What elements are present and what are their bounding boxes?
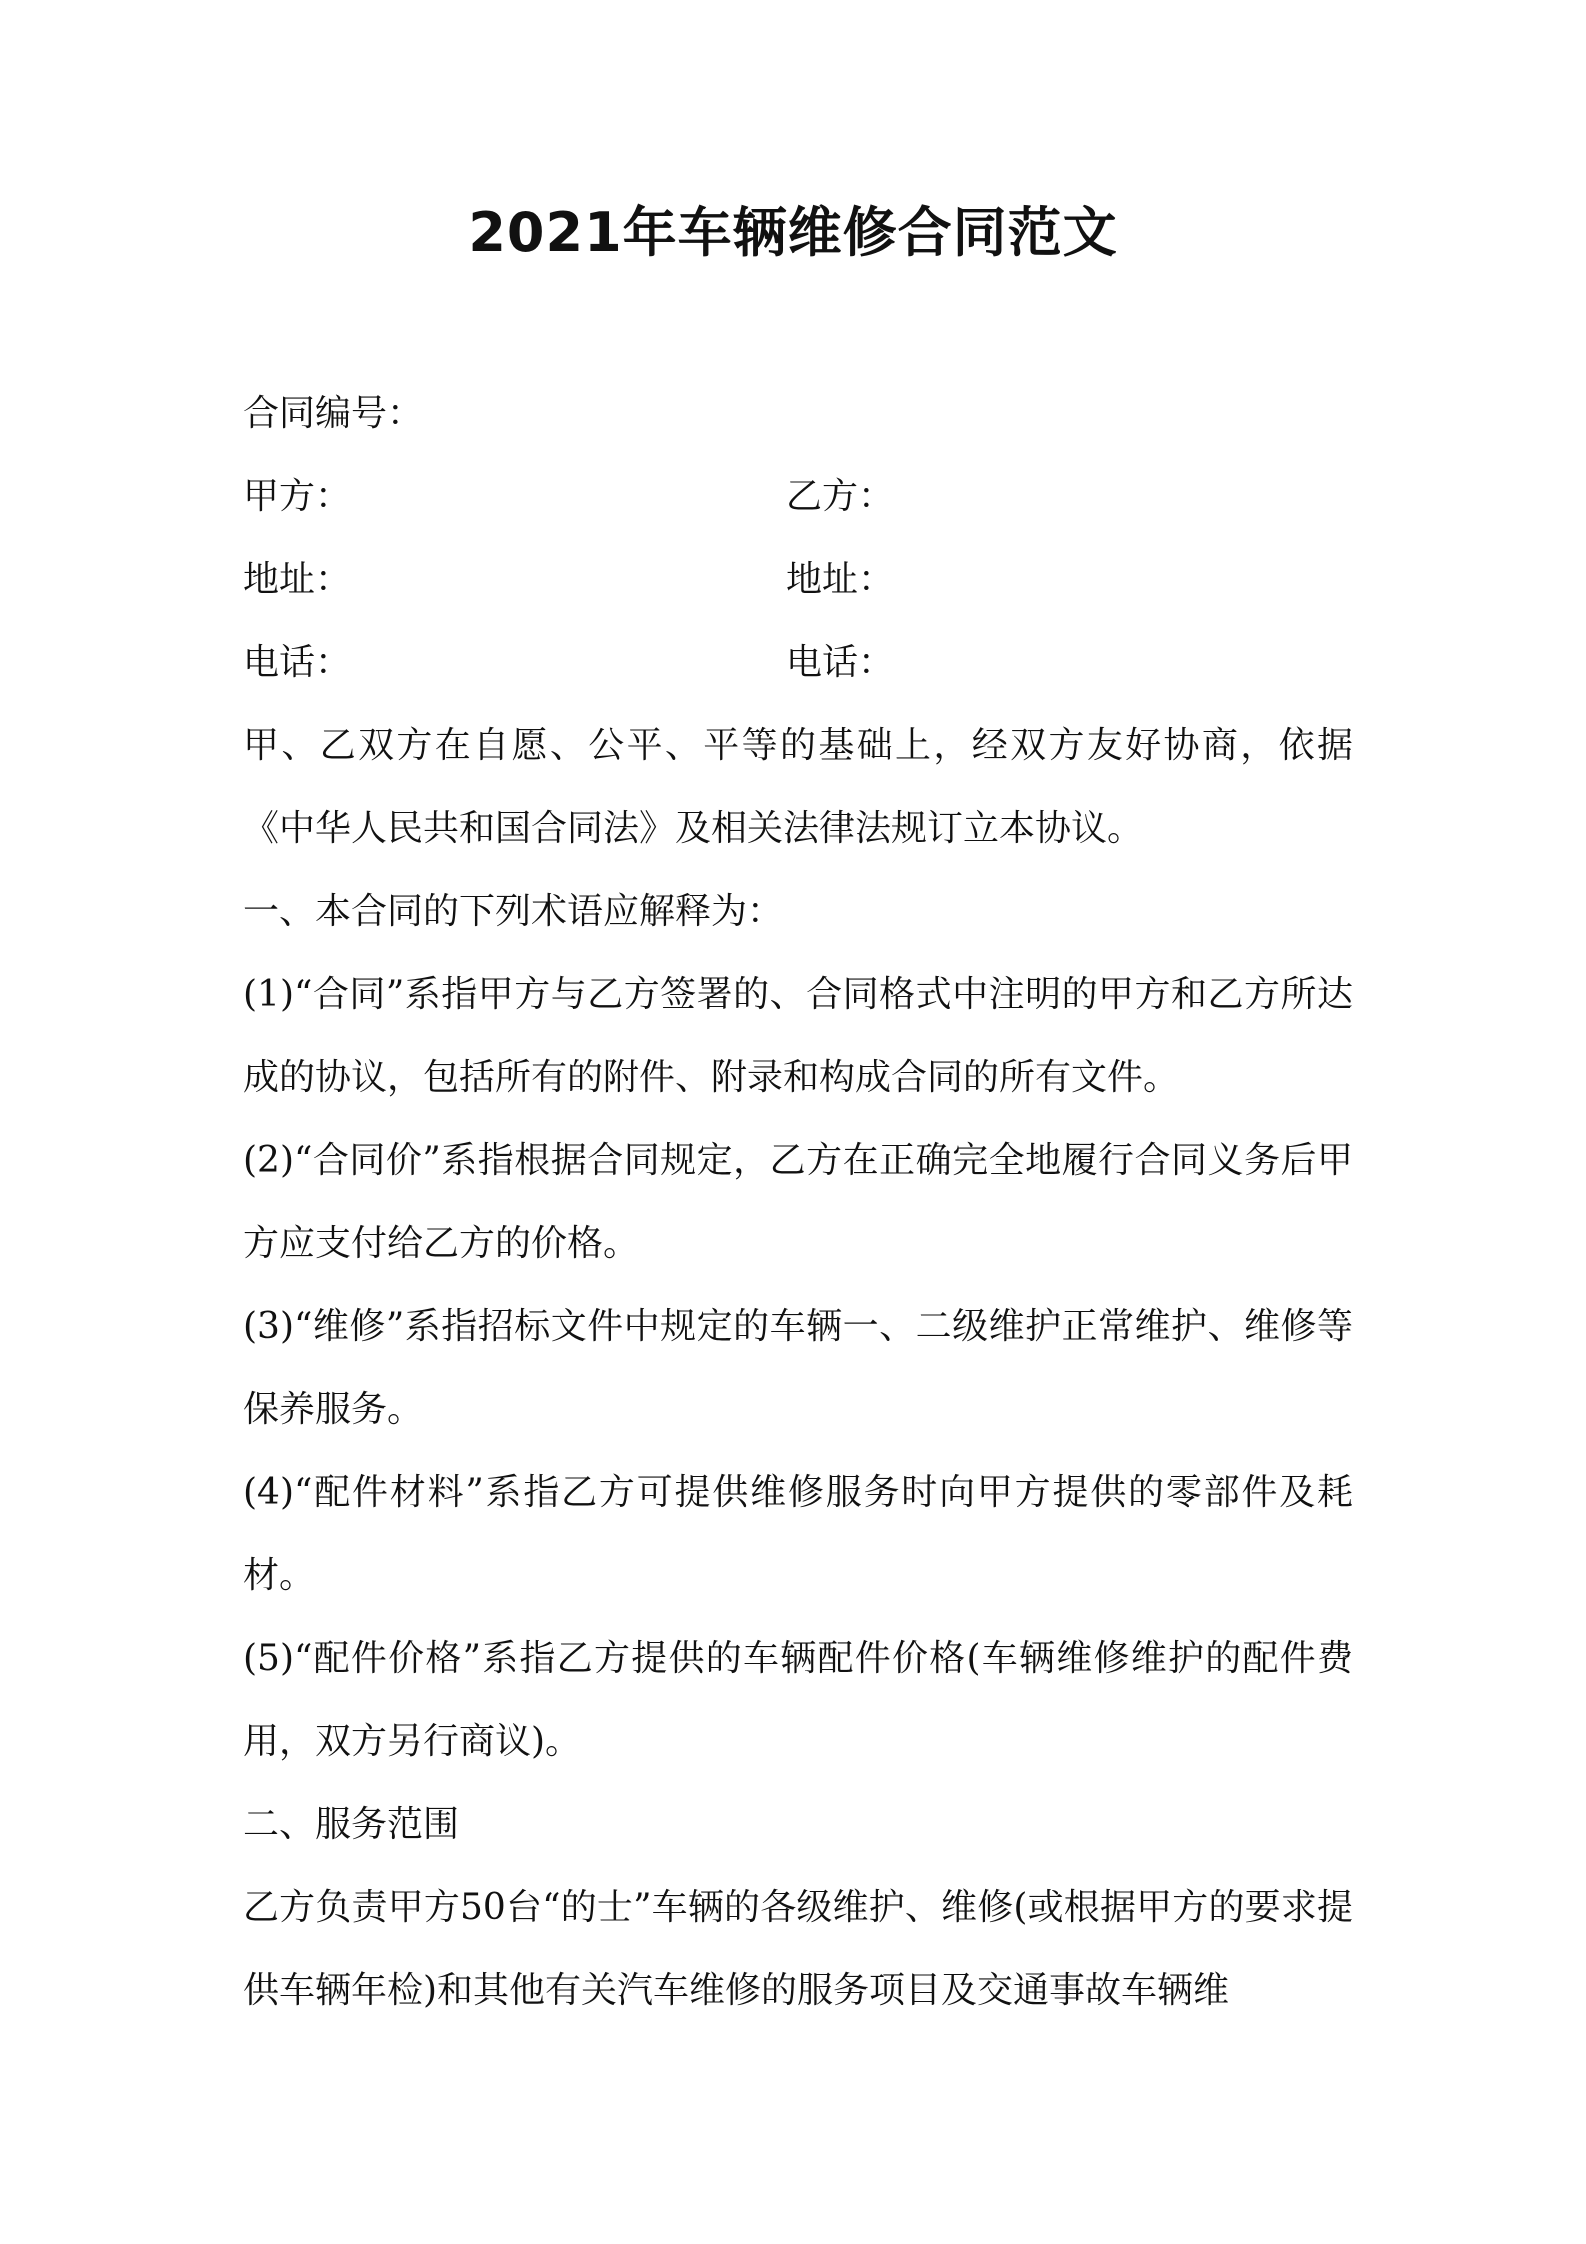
section-1-heading: 一、本合同的下列术语应解释为：: [243, 891, 784, 932]
address-row: [243, 538, 1353, 621]
address-b-label: 地址：: [786, 559, 895, 600]
party-row: [243, 455, 1353, 538]
phone-b-label: 电话：: [786, 642, 895, 683]
section-2-text: 乙方负责甲方50台“的士”车辆的各级维护、维修(或根据甲方的要求提供车辆年检)和其他有关汽车维修的服务项目及交通事故车辆维: [243, 1887, 1353, 2011]
term-item-1: (1)“合同”系指甲方与乙方签署的、合同格式中注明的甲方和乙方所达成的协议，包括所有的附件、附录和构成合同的所有文件。: [243, 974, 1353, 1098]
address-a-label: 地址：: [243, 559, 352, 600]
term-item-2: (2)“合同价”系指根据合同规定，乙方在正确完全地履行合同义务后甲方应支付给乙方的价格。: [243, 1140, 1353, 1264]
section-2-heading: 二、服务范围: [243, 1804, 460, 1845]
document-title: 2021年车辆维修合同范文: [468, 201, 1118, 264]
party-a-label: 甲方：: [243, 476, 352, 517]
intro-paragraph: 甲、乙双方在自愿、公平、平等的基础上，经双方友好协商，依据《中华人民共和国合同法》及相关法律法规订立本协议。: [243, 725, 1353, 849]
document-body: [243, 372, 1353, 2032]
party-b-label: 乙方：: [786, 476, 895, 517]
phone-a-label: 电话：: [243, 642, 352, 683]
phone-row: [243, 621, 1353, 704]
term-item-5: (5)“配件价格”系指乙方提供的车辆配件价格(车辆维修维护的配件费用，双方另行商议)。: [243, 1638, 1353, 1762]
term-item-4: (4)“配件材料”系指乙方可提供维修服务时向甲方提供的零部件及耗材。: [243, 1472, 1353, 1596]
contract-number-label: 合同编号：: [243, 393, 424, 434]
term-item-3: (3)“维修”系指招标文件中规定的车辆一、二级维护正常维护、维修等保养服务。: [243, 1306, 1353, 1430]
